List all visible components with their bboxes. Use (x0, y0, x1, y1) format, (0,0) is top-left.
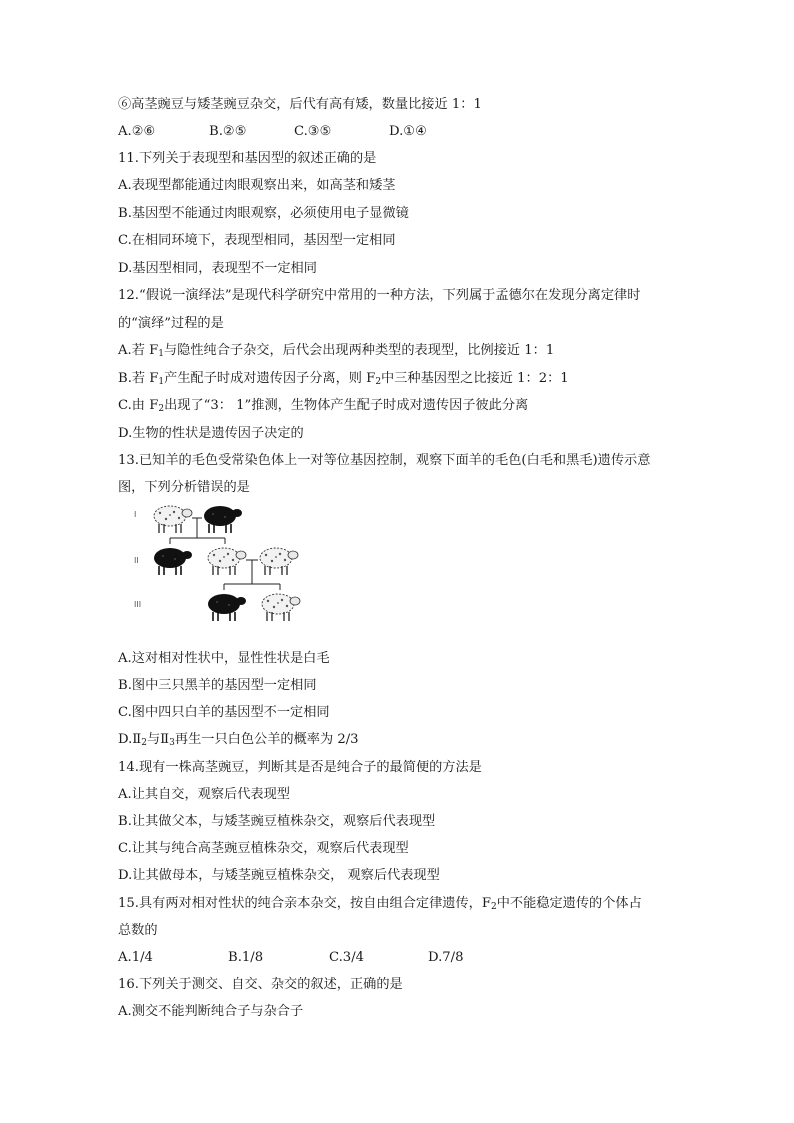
sheep-pedigree-figure (120, 500, 320, 630)
sheep-II3-white (260, 548, 298, 575)
generation-label-1: I (134, 510, 137, 519)
q15-stem-line2: 总数的 (118, 923, 158, 938)
q13-stem-line2: 图，下列分析错误的是 (118, 480, 250, 495)
q11-stem: 11.下列关于表现型和基因型的叙述正确的是 (118, 151, 377, 166)
q13-option-a[interactable]: A.这对相对性状中，显性性状是白毛 (118, 651, 330, 666)
q12-option-a[interactable]: A.若 $F_1$与隐性纯合子杂交，后代会出现两种类型的表现型，比例接近 1：1 (118, 343, 555, 359)
q13-option-c[interactable]: C.图中四只白羊的基因型不一定相同 (118, 705, 330, 720)
q10-option-d[interactable]: D.①④ (389, 124, 427, 139)
q11-option-b[interactable]: B.基因型不能通过肉眼观察，必须使用电子显微镜 (118, 206, 409, 221)
q16-stem: 16.下列关于测交、自交、杂交的叙述，正确的是 (118, 977, 403, 992)
q11-option-a[interactable]: A.表现型都能通过肉眼观察出来，如高茎和矮茎 (118, 178, 396, 193)
q13-stem-line1: 13.已知羊的毛色受常染色体上一对等位基因控制，观察下面羊的毛色(白毛和黑毛)遗传示意 (118, 453, 651, 468)
sheep-III1-black (208, 594, 246, 621)
q10-item-6: ⑥高茎豌豆与矮茎豌豆杂交，后代有高有矮，数量比接近 1：1 (118, 97, 482, 112)
q10-option-b[interactable]: B.②⑤ (209, 124, 247, 139)
sheep-II2-white (208, 548, 246, 575)
q14-stem: 14.现有一株高茎豌豆，判断其是否是纯合子的最简便的方法是 (118, 760, 482, 775)
generation-label-3: III (134, 600, 142, 609)
q12-stem-line2: 的“演绎”过程的是 (118, 316, 224, 331)
q14-option-b[interactable]: B.让其做父本，与矮茎豌豆植株杂交，观察后代表现型 (118, 814, 436, 829)
q10-option-a[interactable]: A.②⑥ (118, 124, 156, 139)
pedigree-svg (120, 500, 320, 630)
q14-option-a[interactable]: A.让其自交，观察后代表现型 (118, 787, 290, 802)
generation-label-2: II (134, 556, 139, 565)
q14-option-d[interactable]: D.让其做母本，与矮茎豌豆植株杂交， 观察后代表现型 (118, 868, 440, 883)
q16-option-a[interactable]: A.测交不能判断纯合子与杂合子 (118, 1004, 304, 1019)
sheep-I2-black (204, 506, 242, 533)
sheep-III2-white (262, 594, 300, 621)
q12-option-d[interactable]: D.生物的性状是遗传因子决定的 (118, 426, 304, 441)
q10-option-c[interactable]: C.③⑤ (294, 124, 332, 139)
q15-option-d[interactable]: D.7/8 (428, 950, 464, 965)
q14-option-c[interactable]: C.让其与纯合高茎豌豆植株杂交，观察后代表现型 (118, 841, 409, 856)
q11-option-c[interactable]: C.在相同环境下，表现型相同，基因型一定相同 (118, 233, 396, 248)
sheep-I1-white (154, 506, 192, 533)
sheep-II1-black (154, 548, 192, 575)
q15-stem-line1: 15.具有两对相对性状的纯合亲本杂交，按自由组合定律遗传，$F_2$中不能稳定遗传的个体占 (118, 896, 642, 912)
q12-option-c[interactable]: C.由 $F_2$出现了“3： 1”推测，生物体产生配子时成对遗传因子彼此分离 (118, 398, 529, 414)
q13-option-d[interactable]: $D.Ⅱ_2$与$Ⅱ_3$再生一只白色公羊的概率为 2/3 (118, 732, 359, 748)
q11-option-d[interactable]: D.基因型相同，表现型不一定相同 (118, 261, 317, 276)
q15-option-b[interactable]: B.1/8 (228, 950, 264, 965)
q13-option-b[interactable]: B.图中三只黑羊的基因型一定相同 (118, 678, 317, 693)
q15-option-a[interactable]: A.1/4 (118, 950, 153, 965)
q12-stem-line1: 12.“假说一演绎法”是现代科学研究中常用的一种方法，下列属于孟德尔在发现分离定律时 (118, 288, 641, 303)
q12-option-b[interactable]: B.若 $F_1$产生配子时成对遗传因子分离，则 $F_2$中三种基因型之比接近 1：2：1 (118, 371, 569, 387)
q15-option-c[interactable]: C.3/4 (329, 950, 365, 965)
